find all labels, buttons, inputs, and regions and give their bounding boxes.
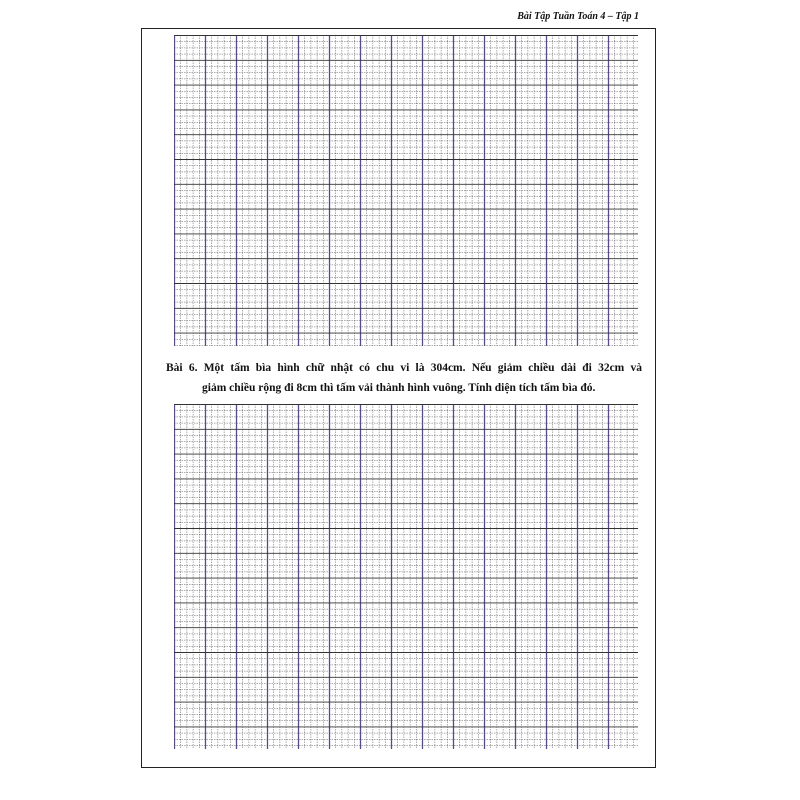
running-header: Bài Tập Tuần Toán 4 – Tập 1 xyxy=(517,11,639,22)
exercise-text-2: giảm chiều rộng đi 8cm thì tấm vải thành hình vuông. Tính diện tích tấm bìa đó. xyxy=(202,382,596,394)
answer-grid-top[interactable] xyxy=(174,35,638,346)
exercise-6 xyxy=(166,358,642,398)
exercise-line-1 xyxy=(166,358,642,378)
graph-paper-bottom xyxy=(174,404,638,749)
exercise-text-1: Một tấm bìa hình chữ nhật có chu vi là 304cm. Nếu giảm chiều dài đi 32cm và xyxy=(203,362,642,374)
answer-grid-bottom[interactable] xyxy=(174,404,638,749)
exercise-number: Bài 6. xyxy=(166,362,198,374)
graph-paper-top xyxy=(174,35,638,346)
